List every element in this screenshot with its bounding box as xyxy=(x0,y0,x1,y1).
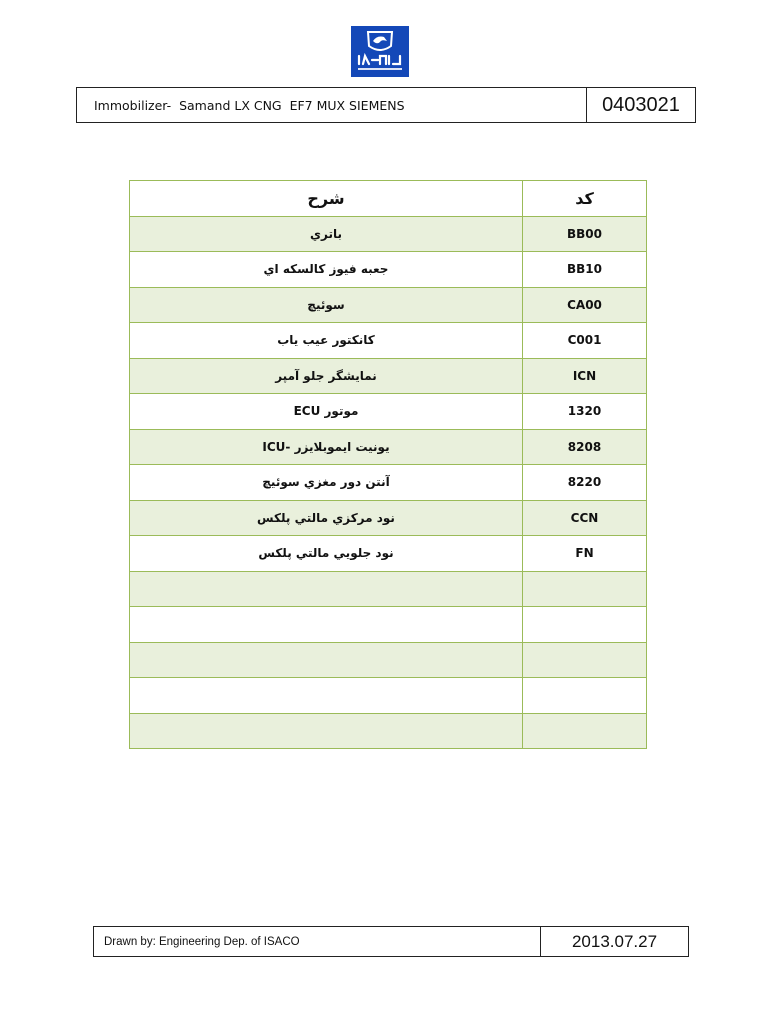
table-row xyxy=(130,536,647,572)
code-cell: CCN xyxy=(523,500,647,536)
code-cell xyxy=(523,678,647,714)
description-cell: جعبه فيوز كالسكه اي xyxy=(130,252,523,288)
description-cell: نود جلويي مالتي پلكس xyxy=(130,536,523,572)
table-row xyxy=(130,252,647,288)
table-row xyxy=(130,642,647,678)
description-cell: سوئيچ xyxy=(130,287,523,323)
description-cell xyxy=(130,678,523,714)
table-row xyxy=(130,571,647,607)
document-footer xyxy=(93,926,689,957)
code-cell xyxy=(523,713,647,749)
description-cell: آنتن دور مغزي سوئيچ xyxy=(130,465,523,501)
table-row xyxy=(130,429,647,465)
component-code-table xyxy=(129,180,647,749)
document-code: 0403021 xyxy=(602,93,680,116)
code-cell: CA00 xyxy=(523,287,647,323)
document-header xyxy=(76,87,696,123)
code-cell: BB00 xyxy=(523,216,647,252)
drawn-by-label: Drawn by: Engineering Dep. of ISACO xyxy=(94,927,541,956)
table-row xyxy=(130,713,647,749)
code-cell: ICN xyxy=(523,358,647,394)
table-row xyxy=(130,216,647,252)
code-cell: BB10 xyxy=(523,252,647,288)
code-cell: FN xyxy=(523,536,647,572)
description-cell: يونيت ايموبلايزر -ICU xyxy=(130,429,523,465)
code-column-header: کد xyxy=(523,181,647,217)
code-cell: 8208 xyxy=(523,429,647,465)
description-cell: موتور ECU xyxy=(130,394,523,430)
table-row xyxy=(130,678,647,714)
description-cell xyxy=(130,607,523,643)
table-row xyxy=(130,287,647,323)
table-row xyxy=(130,465,647,501)
code-cell: C001 xyxy=(523,323,647,359)
description-cell: كانكتور عيب ياب xyxy=(130,323,523,359)
table-row xyxy=(130,607,647,643)
description-cell: باتري xyxy=(130,216,523,252)
code-cell: 8220 xyxy=(523,465,647,501)
table-row xyxy=(130,323,647,359)
description-column-header: شرح xyxy=(130,181,523,217)
table-row xyxy=(130,358,647,394)
code-cell xyxy=(523,571,647,607)
table-row xyxy=(130,394,647,430)
code-cell xyxy=(523,607,647,643)
document-title: Immobilizer- Samand LX CNG EF7 MUX SIEMENS xyxy=(77,88,587,122)
description-cell: نود مركزي مالتي پلكس xyxy=(130,500,523,536)
description-cell xyxy=(130,642,523,678)
table-row xyxy=(130,500,647,536)
code-cell xyxy=(523,642,647,678)
isaco-logo xyxy=(351,26,409,77)
code-cell: 1320 xyxy=(523,394,647,430)
description-cell: نمايشگر جلو آمپر xyxy=(130,358,523,394)
description-cell xyxy=(130,713,523,749)
horse-emblem-icon xyxy=(351,26,409,77)
table-header-row xyxy=(130,181,647,217)
description-cell xyxy=(130,571,523,607)
document-date: 2013.07.27 xyxy=(571,931,658,951)
